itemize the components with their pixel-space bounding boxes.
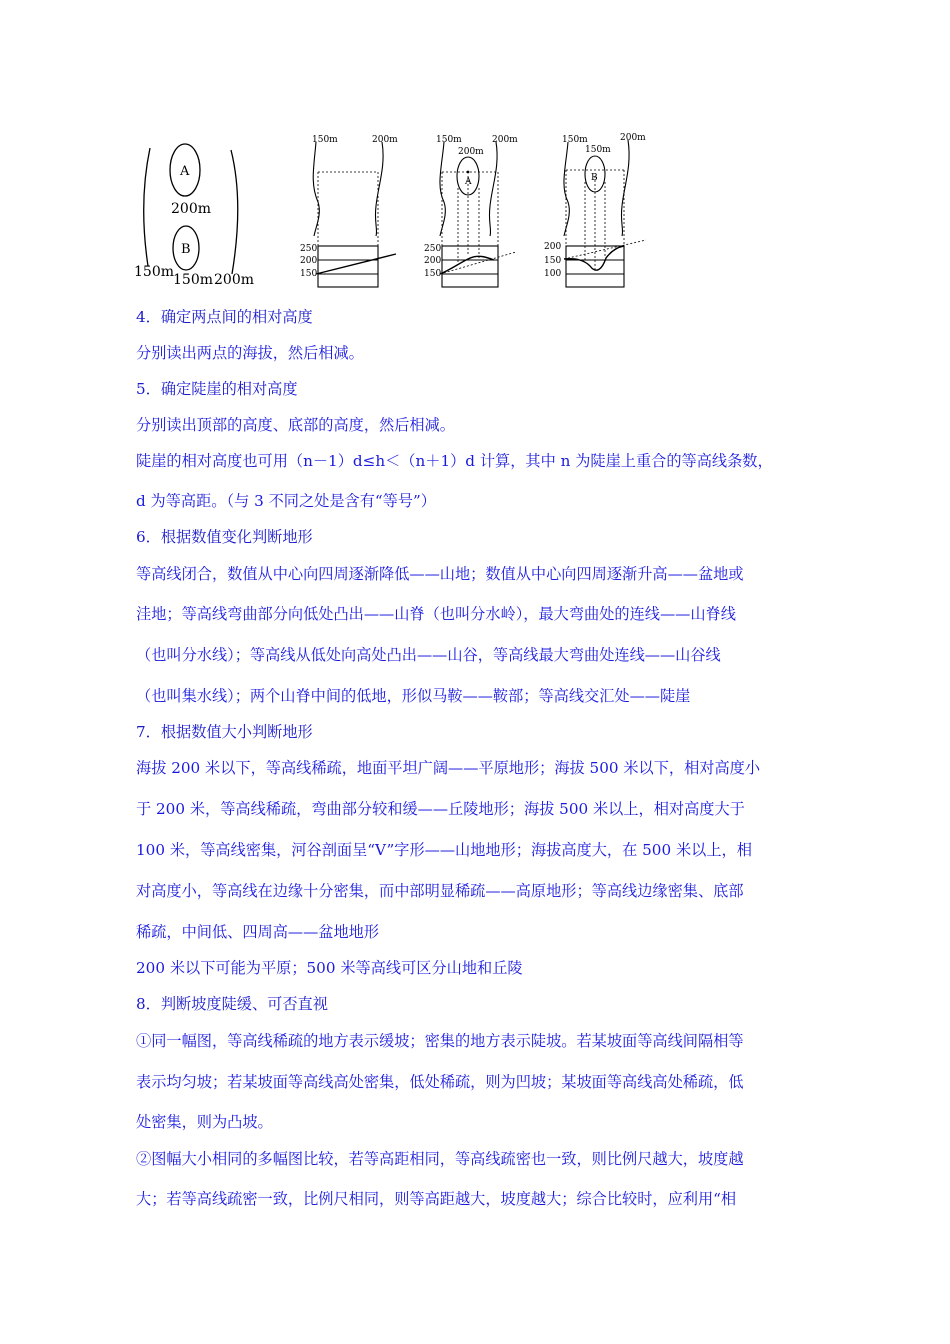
paragraph-line: 对高度小，等高线在边缘十分密集，而中部明显稀疏——高原地形；等高线边缘密集、底部 xyxy=(136,882,744,900)
fig1-right-contour xyxy=(231,150,238,274)
contour-figures xyxy=(128,126,688,296)
fig3-y250: 250 xyxy=(424,244,442,254)
fig3-contour-200 xyxy=(489,142,497,236)
paragraph-line: 表示均匀坡；若某坡面等高线高处密集，低处稀疏，则为凹坡；某坡面等高线高处稀疏，低 xyxy=(136,1073,744,1091)
paragraph-line: 处密集，则为凸坡。 xyxy=(136,1113,273,1131)
fig3-top-150: 150m xyxy=(436,135,462,145)
fig3-y150: 150 xyxy=(424,269,442,279)
paragraph-line: 分别读出两点的海拔，然后相减。 xyxy=(136,344,364,362)
paragraph-line: 等高线闭合，数值从中心向四周逐渐降低——山地；数值从中心向四周逐渐升高——盆地或 xyxy=(136,565,744,583)
fig1-label-200-mid: 200m xyxy=(171,201,211,217)
fig4-top-200: 200m xyxy=(620,133,646,143)
fig2-top-150: 150m xyxy=(312,135,338,145)
fig3-point-label: A xyxy=(465,177,472,187)
paragraph-line: d 为等高距。（与 3 不同之处是含有“等号”） xyxy=(136,492,436,510)
paragraph-line: （也叫集水线）；两个山脊中间的低地，形似马鞍——鞍部；等高线交汇处——陡崖 xyxy=(136,687,691,705)
fig4-y200: 200 xyxy=(544,242,562,252)
heading-8: 8．判断坡度陡缓、可否直视 xyxy=(136,995,328,1013)
fig4-inner-label: 150m xyxy=(585,145,611,155)
paragraph-line: 于 200 米，等高线稀疏，弯曲部分较和缓——丘陵地形；海拔 500 米以上，相对高度大于 xyxy=(136,800,745,818)
fig2-top-200: 200m xyxy=(372,135,398,145)
fig2-y250: 250 xyxy=(300,244,318,254)
fig4-depression-profile xyxy=(564,246,624,270)
fig1-label-150-left: 150m xyxy=(134,264,174,280)
heading-7: 7．根据数值大小判断地形 xyxy=(136,723,313,741)
paragraph-line: ①同一幅图，等高线稀疏的地方表示缓坡；密集的地方表示陡坡。若某坡面等高线间隔相等 xyxy=(136,1032,744,1050)
fig4-top-150: 150m xyxy=(562,135,588,145)
fig3-contour-150 xyxy=(440,142,445,236)
fig4-y150: 150 xyxy=(544,256,562,266)
paragraph-line: 洼地；等高线弯曲部分向低处凸出——山脊（也叫分水岭），最大弯曲处的连线——山脊线 xyxy=(136,605,736,623)
paragraph-line: 大；若等高线疏密一致，比例尺相同，则等高距越大，坡度越大；综合比较时，应利用“相 xyxy=(136,1190,737,1208)
fig2-y150: 150 xyxy=(300,269,318,279)
paragraph-line: 100 米，等高线密集，河谷剖面呈“V”字形——山地地形；海拔高度大，在 500 米以上，相 xyxy=(136,841,752,859)
paragraph-line: （也叫分水线）；等高线从低处向高处凸出——山谷，等高线最大弯曲处连线——山谷线 xyxy=(136,646,721,664)
fig1-label-b: B xyxy=(181,242,191,257)
fig1-label-a: A xyxy=(180,164,190,179)
fig4-contour-150 xyxy=(564,142,569,236)
paragraph-line: ②图幅大小相同的多幅图比较，若等高距相同，等高线疏密也一致，则比例尺越大，坡度越 xyxy=(136,1150,744,1168)
paragraph-line: 200 米以下可能为平原；500 米等高线可区分山地和丘陵 xyxy=(136,959,523,977)
fig4-contour-200 xyxy=(621,140,629,236)
fig4-point-label: B xyxy=(591,173,598,183)
heading-5: 5．确定陡崖的相对高度 xyxy=(136,380,298,398)
contour-figures-svg xyxy=(128,126,688,296)
fig3-y200: 200 xyxy=(424,256,442,266)
fig2-y200: 200 xyxy=(300,256,318,266)
fig3-inner-label: 200m xyxy=(458,147,484,157)
fig1-label-200-right: 200m xyxy=(214,272,254,288)
heading-6: 6．根据数值变化判断地形 xyxy=(136,528,313,546)
fig3-profile-box xyxy=(442,246,498,287)
fig1-left-contour xyxy=(144,148,150,266)
paragraph-line: 分别读出顶部的高度、底部的高度，然后相减。 xyxy=(136,416,455,434)
paragraph-line: 陡崖的相对高度也可用（n－1）d≤h＜（n＋1）d 计算，其中 n 为陡崖上重合的等高线条数， xyxy=(136,452,773,470)
fig2-contour-150 xyxy=(313,142,319,236)
heading-4: 4．确定两点间的相对高度 xyxy=(136,308,313,326)
paragraph-line: 海拔 200 米以下，等高线稀疏，地面平坦广阔——平原地形；海拔 500 米以下，相对高度小 xyxy=(136,759,761,777)
fig3-top-200: 200m xyxy=(492,135,518,145)
fig3-point-a-marker xyxy=(467,171,470,174)
paragraph-line: 稀疏，中间低、四周高——盆地地形 xyxy=(136,923,379,941)
fig2-contour-200 xyxy=(375,142,383,236)
fig1-label-150-bottom: 150m xyxy=(173,272,213,288)
fig4-y100: 100 xyxy=(544,269,562,279)
fig2-slope-line xyxy=(316,254,396,274)
